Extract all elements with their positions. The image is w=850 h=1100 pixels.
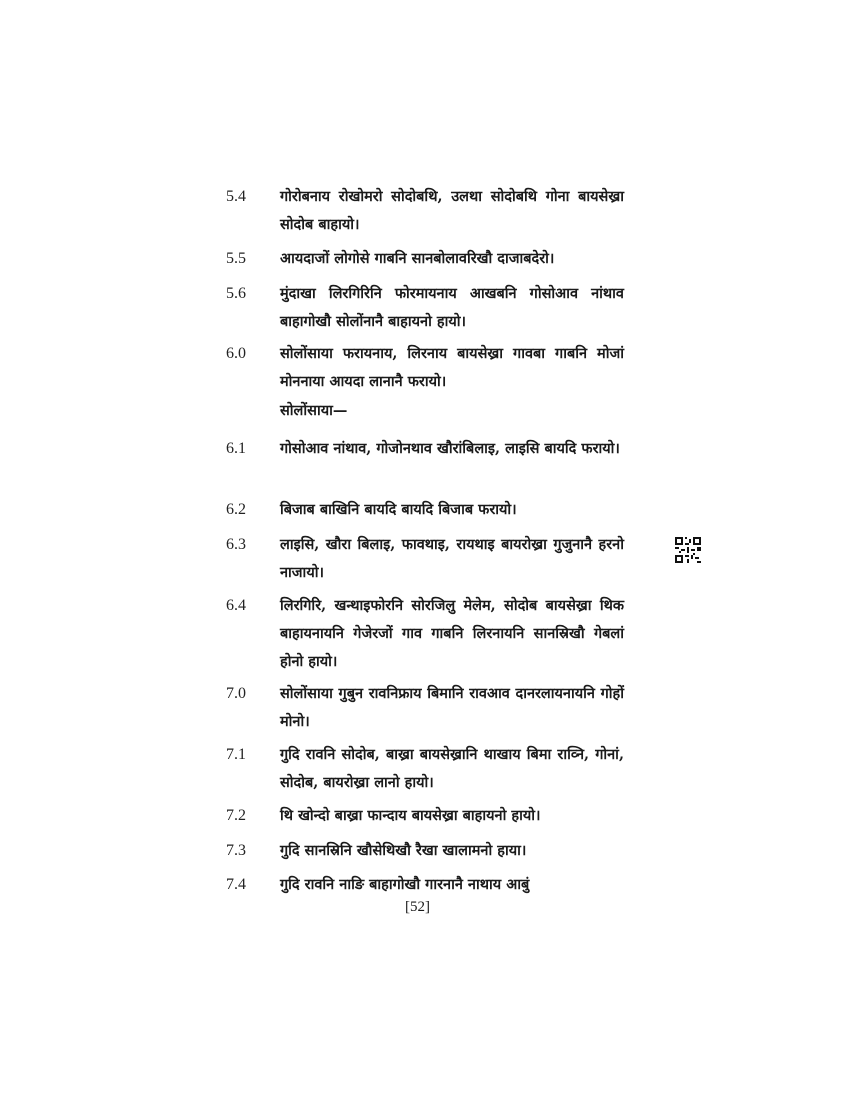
item-text: मुंदाखा लिरगिरिनि फोरमायनाय आखबनि गोसोआव नांथाव बाहागोखौ सोलोंनानै बाहायनो हायो। xyxy=(280,285,624,330)
item-number: 7.4 xyxy=(226,876,246,893)
item-text: गोसोआव नांथाव, गोजोनथाव खौरांबिलाइ, लाइसि बायदि फरायो। xyxy=(280,440,620,457)
item-number: 6.0 xyxy=(226,345,246,362)
item-text: गुदि सानस्रिनि खौसेथिखौ रैखा खालामनो हाया। xyxy=(280,842,527,859)
list-item-7-1 xyxy=(226,741,626,799)
item-number: 5.4 xyxy=(226,188,246,205)
item-text: सोलोंसाया फरायनाय, लिरनाय बायसेख्रा गावबा गाबनि मोजां मोननाया आयदा लानानै फरायो। xyxy=(280,345,624,390)
list-item-6-4 xyxy=(226,592,626,678)
list-item-5-4 xyxy=(226,183,626,241)
item-text: गोरोबनाय रोखोमरो सोदोबथि, उलथा सोदोबथि गोना बायसेख्रा सोदोब बाहायो। xyxy=(280,188,624,233)
item-number: 5.6 xyxy=(226,285,246,302)
list-item-6-0 xyxy=(226,340,626,398)
list-item-6-1 xyxy=(226,435,626,493)
list-item-7-2 xyxy=(226,802,626,832)
item-text: सोलोंसाया गुबुन रावनिफ्राय बिमानि रावआव दानरलायनायनि गोहों मोनो। xyxy=(280,685,624,730)
list-item-6-3 xyxy=(226,531,626,589)
item-text: आयदाजों लोगोसे गाबनि सानबोलावरिखौ दाजाबदेरो। xyxy=(280,250,555,267)
page-number: [52] xyxy=(405,899,430,915)
item-number: 6.2 xyxy=(226,501,246,518)
list-item-6-2 xyxy=(226,496,626,526)
item-number: 7.3 xyxy=(226,842,246,859)
item-text: गुदि रावनि सोदोब, बाख्रा बायसेख्रानि थाखाय बिमा राव्नि, गोनां, सोदोब, बायरोख्रा लानो हायो। xyxy=(280,746,624,791)
item-text: थि खोन्दो बाख्रा फान्दाय बायसेख्रा बाहायनो हायो। xyxy=(280,807,541,824)
qr-code-icon xyxy=(675,537,701,563)
list-item-7-3 xyxy=(226,837,626,867)
item-number: 7.1 xyxy=(226,746,246,763)
section-heading: सोलोंसाया— xyxy=(280,402,348,419)
item-number: 6.1 xyxy=(226,440,246,457)
item-number: 7.2 xyxy=(226,807,246,824)
item-number: 5.5 xyxy=(226,250,246,267)
item-number: 6.3 xyxy=(226,536,246,553)
list-item-5-5 xyxy=(226,245,626,275)
list-item-7-0 xyxy=(226,680,626,738)
item-text: बिजाब बाखिनि बायदि बायदि बिजाब फरायो। xyxy=(280,501,517,518)
item-number: 6.4 xyxy=(226,597,246,614)
list-item-5-6 xyxy=(226,280,626,338)
item-text: लाइसि, खौरा बिलाइ, फावथाइ, रायथाइ बायरोख्रा गुजुनानै हरनो नाजायो। xyxy=(280,536,624,581)
item-text: लिरगिरि, खन्थाइफोरनि सोरजिलु मेलेम, सोदोब बायसेख्रा थिक बाहायनायनि गेजेरजों गाव गाबनि लिरनायनि सानस्रिखौ गेबलां होनो हायो। xyxy=(280,597,624,670)
item-number: 7.0 xyxy=(226,685,246,702)
item-text: गुदि रावनि नाङि बाहागोखौ गारनानै नाथाय आबुं xyxy=(280,876,530,893)
